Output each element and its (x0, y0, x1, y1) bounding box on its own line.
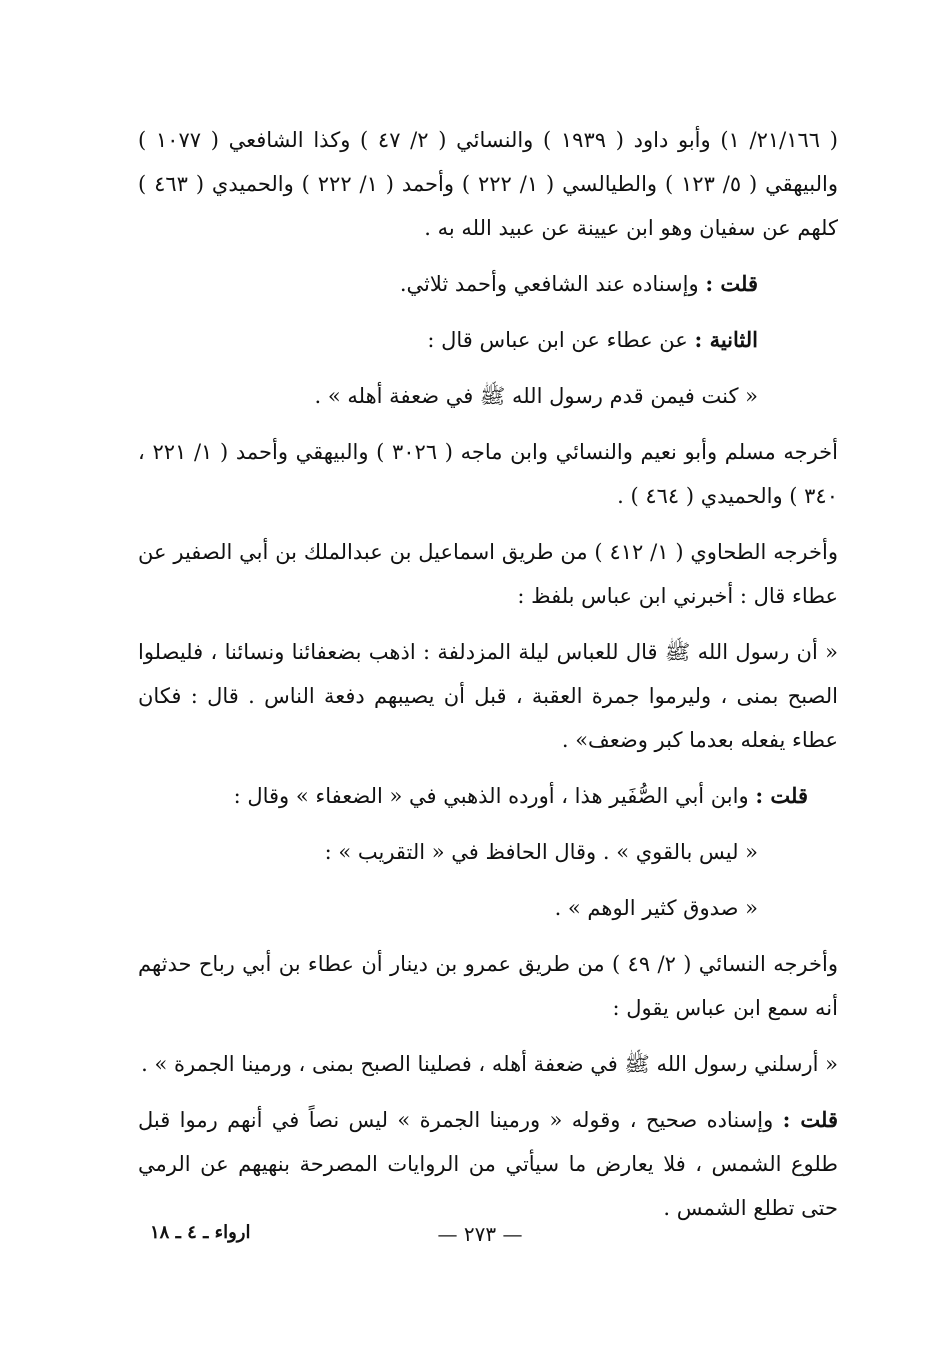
paragraph-7 (138, 630, 838, 762)
paragraph-4 (138, 374, 838, 418)
paragraph-text: « كنت فيمن قدم رسول الله ﷺ في ضعفة أهله » . (314, 384, 758, 408)
paragraph-10 (138, 886, 838, 930)
paragraph-lead: الثانية : (694, 327, 758, 352)
paragraph-lead: قلت : (755, 783, 808, 808)
paragraph-text: « أن رسول الله ﷺ قال للعباس ليلة المزدلفة : اذهب بضعفائنا ونسائنا ، فليصلوا الصبح بمنى ، وليرموا جمرة العقبة ، قبل أن يصيبهم دفعة الناس . قال : فكان عطاء يفعله بعدما كبر وضعف» . (138, 640, 838, 752)
main-text (138, 118, 838, 1230)
paragraph-6 (138, 530, 838, 618)
paragraph-9 (138, 830, 838, 874)
paragraph-text: عن عطاء عن ابن عباس قال : (427, 328, 688, 352)
paragraph-13 (138, 1098, 838, 1230)
paragraph-11 (138, 942, 838, 1030)
paragraph-text: وابن أبي الصُّفَير هذا ، أورده الذهبي في « الضعفاء » وقال : (233, 784, 749, 808)
paragraph-text: وأخرجه الطحاوي ( ١/ ٤١٢ ) من طريق اسماعيل بن عبدالملك بن أبي الصفير عن عطاء قال : أخبرني ابن عباس بلفظ : (138, 540, 838, 608)
paragraph-12 (138, 1042, 838, 1086)
paragraph-8 (138, 774, 838, 818)
paragraph-text: وإسناده صحيح ، وقوله « ورمينا الجمرة » ليس نصاً في أنهم رموا قبل طلوع الشمس ، فلا يعارض ما سيأتي من الروايات المصرحة بنهيهم عن الرمي حتى تطلع الشمس . (138, 1108, 838, 1220)
paragraph-lead: قلت : (705, 271, 758, 296)
signature-mark: ارواء ـ ٤ ـ ١٨ (150, 1222, 251, 1243)
paragraph-5 (138, 430, 838, 518)
page-number: — ٢٧٣ — (437, 1222, 523, 1246)
paragraph-lead: قلت : (782, 1107, 838, 1132)
paragraph-3 (138, 318, 838, 362)
paragraph-2 (138, 262, 838, 306)
paragraph-text: ( ٢١/١٦٦/ ١) وأبو داود ( ١٩٣٩ ) والنسائي ( ٢/ ٤٧ ) وكذا الشافعي ( ١٠٧٧ ) والبيهقي ( ٥/ ١٢٣ ) والطيالسي ( ١/ ٢٢٢ ) وأحمد ( ١/ ٢٢٢ ) والحميدي ( ٤٦٣ ) كلهم عن سفيان وهو ابن عيينة عن عبيد الله به . (138, 128, 838, 240)
paragraph-text: « أرسلني رسول الله ﷺ في ضعفة أهله ، فصلينا الصبح بمنى ، ورمينا الجمرة » . (141, 1052, 838, 1076)
paragraph-text: وإسناده عند الشافعي وأحمد ثلاثي. (399, 272, 699, 296)
paragraph-text: أخرجه مسلم وأبو نعيم والنسائي وابن ماجه ( ٣٠٢٦ ) والبيهقي وأحمد ( ١/ ٢٢١ ، ٣٤٠ ) والحميدي ( ٤٦٤ ) . (138, 440, 838, 508)
paragraph-text: « صدوق كثير الوهم » . (554, 896, 758, 920)
paragraph-text: وأخرجه النسائي ( ٢/ ٤٩ ) من طريق عمرو بن دينار أن عطاء بن أبي رباح حدثهم أنه سمع ابن عباس يقول : (138, 952, 838, 1020)
paragraph-text: « ليس بالقوي » . وقال الحافظ في « التقريب » : (324, 840, 758, 864)
paragraph-1 (138, 118, 838, 250)
